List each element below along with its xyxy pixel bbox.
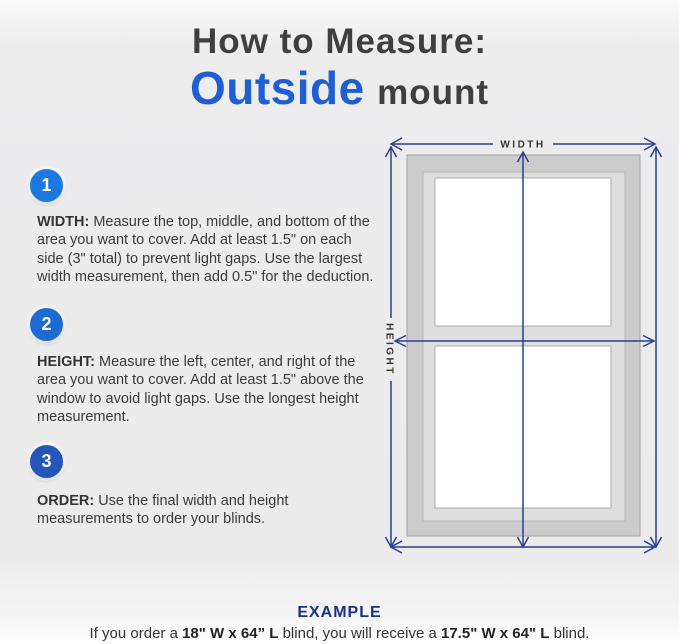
step-2-text [37,353,381,427]
step-1-body: Measure the top, middle, and bottom of the area you want to cover. Add at least 1.5" on each side (3" total) to prevent light gaps. Use the largest width measurement, then add 0.5" for the deduction. [37,213,374,286]
title-mount-word: mount [377,73,490,112]
title-line-1: How to Measure: [191,22,488,61]
example-heading: EXAMPLE [297,604,382,621]
height-dimension-arrow-left [384,147,397,547]
step-1-label: WIDTH: [37,213,90,230]
example-ordered-size: 18" W x 64” L [182,625,279,642]
window-measure-diagram [375,125,675,585]
step-3-label: ORDER: [37,492,95,509]
example-received-size: 17.5" W x 64" L [441,625,550,642]
example-part3: blind. [549,625,590,642]
example-part1: If you order a [89,625,183,642]
width-dimension-arrow [391,138,655,151]
step-3-badge: 3 [30,445,63,478]
step-2-body: Measure the left, center, and right of the area you want to cover. Add at least 1.5" above the window to avoid light gaps. Use the longest height measurement. [37,353,364,426]
height-label: HEIGHT [383,323,395,376]
height-dimension-arrow-right [651,147,662,547]
title-accent-outside: Outside [189,62,365,114]
width-label: WIDTH [500,139,546,151]
step-2-label: HEIGHT: [37,353,95,370]
step-1-text [37,213,381,287]
step-3-body: Use the final width and height measurements to order your blinds. [37,492,289,528]
example-section [0,604,679,642]
step-1-badge: 1 [30,169,63,202]
title-line-2 [0,62,679,114]
example-part2: blind, you will receive a [278,625,441,642]
page-title [0,22,679,114]
step-2-badge: 2 [30,308,63,341]
step-3-text [37,492,381,529]
example-sentence [0,625,679,642]
